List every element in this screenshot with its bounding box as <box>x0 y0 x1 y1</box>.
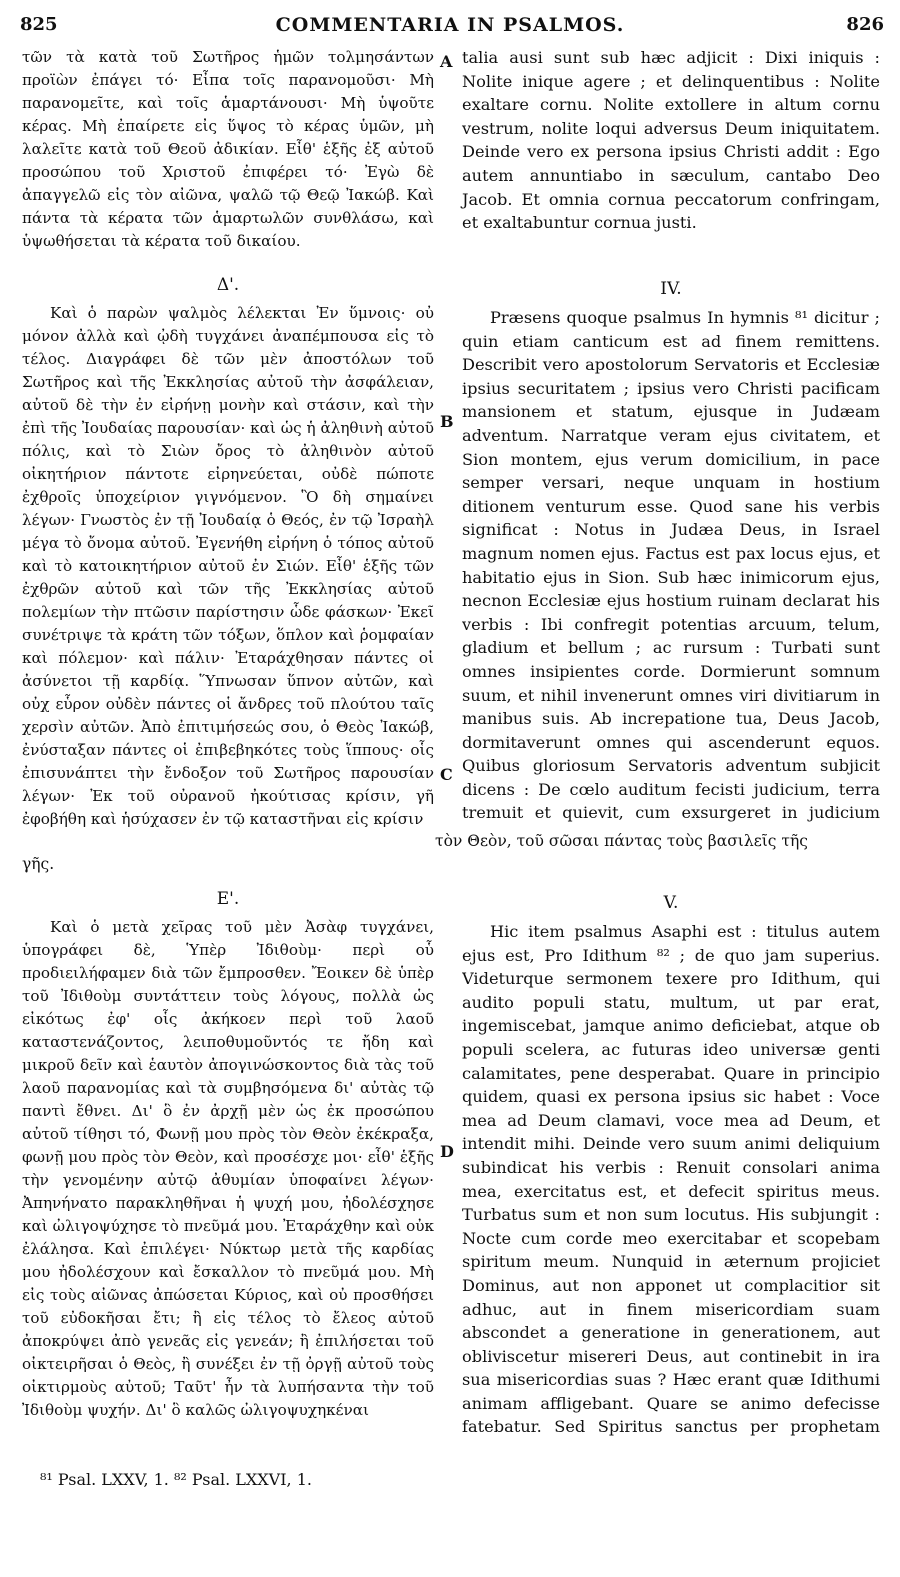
latin-paragraph-5: Hic item psalmus Asaphi est : titulus autem ejus est, Pro Idithum ⁸² ; de quo jam superius. Videturque sermonem texere pro Idithum, qui audito populi statu, multum, ut par erat, ingemiscebat, jamque animo deficiebat, atque ob populi scelera, ac futuras ideo universæ genti calamitates, pene desperabat. Quare in principio quidem, quasi ex persona ipsius sic habet : Voce mea ad Deum clamavi, voce mea ad Deum, et intendit mihi. Deinde vero suum animi deliquium subindicat his verbis : Renuit consolari anima mea, exercitatus est, et defecit spiritus meus. Turbatus sum et non sum locutus. His subjungit : Nocte cum corde meo exercitabar et scopebam spiritum meum. Nunquid in æternum projiciet Dominus, aut non apponet ut complacitior sit adhuc, aut in finem misericordiam suam abscondet a generatione in generationem, aut obliviscetur misereri Deus, aut continebit in ira sua misericordias suas ? Hæc erant quæ Idithumi animam affligebant. Quare se animo defecisse fatebatur. Sed Spiritus sanctus per prophetam <box>462 922 880 1437</box>
greek-heading-4: Δ'. <box>216 275 240 295</box>
page-number-left: 825 <box>20 14 58 35</box>
greek-block-1 <box>22 46 434 253</box>
margin-marker-d: D <box>440 1142 454 1161</box>
running-title: COMMENTARIA IN PSALMOS. <box>275 14 625 36</box>
footnotes: ⁸¹ Psal. LXXV, 1. ⁸² Psal. LXXVI, 1. <box>40 1470 312 1489</box>
latin-paragraph-4: Præsens quoque psalmus In hymnis ⁸¹ dicitur ; quin etiam canticum est ad finem remittens. Describit vero apostolorum Servatoris et Ecclesiæ ipsius securitatem ; ipsius vero Christi pacificam mansionem et statum, ejusque in Judæam adventum. Narratque veram ejus civitatem, et Sion montem, ejus verum domicilium, in pace semper versari, neque unquam in hostium ditionem venturum esse. Quod sane his verbis significat : Notus in Judæa Deus, in Israel magnum nomen ejus. Factus est pax locus ejus, et habitatio ejus in Sion. Sub hæc inimicorum ejus, necnon Ecclesiæ ejus hostium ruinam declarat his verbis : Ibi confregit potentias arcuum, telum, gladium et bellum ; ac rursum : Turbati sunt omnes insipientes corde. Dormierunt somnum suum, et nihil invenerunt omnes viri divitiarum in manibus suis. Ab increpatione tua, Deus Jacob, dormitaverunt omnes qui ascenderunt equos. Quibus gloriosum Servatoris adventum subjicit dicens : De cœlo auditum fecisti judicium, terra tremuit et quievit, cum exsurgeret in judicium <box>462 308 880 823</box>
latin-section-5 <box>462 884 880 1440</box>
greek-spanning-line: τὸν Θεὸν, τοῦ σῶσαι πάντας τοὺς βασιλεῖς τῆς <box>435 832 808 850</box>
latin-heading-5: V. <box>663 893 679 913</box>
greek-section-4 <box>22 266 434 828</box>
latin-paragraph-1: talia ausi sunt sub hæc adjicit : Dixi iniquis : Nolite inique agere ; et delinquentibus : Nolite exaltare cornu. Nolite extollere in altum cornu vestrum, nolite loqui adversus Deum iniquitatem. Deinde vero ex persona ipsius Christi addit : Ego autem annuntiabo in sæculum, cantabo Deo Jacob. Et omnia cornua peccatorum confringam, et exaltabuntur cornua justi. <box>462 48 880 233</box>
greek-spanning-line-end: γῆς. <box>22 855 55 873</box>
latin-section-4 <box>462 270 880 826</box>
greek-paragraph-5: Καὶ ὁ μετὰ χεῖρας τοῦ μὲν Ἀσὰφ τυγχάνει, ὑπογράφει δὲ, Ὑπὲρ Ἰδιθοὺμ· περὶ οὗ προδιειλήφαμεν διὰ τῶν ἔμπροσθεν. Ἔοικεν δὲ ὑπὲρ τοῦ Ἰδιθοὺμ συντάττειν τοὺς λόγους, πολλὰ ὡς εἰκότως ἐφ' οἷς ἀκήκοεν περὶ τοῦ λαοῦ καταστενάζοντος, λειποθυμοῦντός τε ἤδη καὶ μικροῦ δεῖν καὶ ἑαυτὸν ἀπογινώσκοντος διὰ τὰς τοῦ λαοῦ παρανομίας καὶ τὰ συμβησόμενα δι' αὐτὰς τῷ παντὶ ἔθνει. Δι' ὃ ἐν ἀρχῇ μὲν ὡς ἐκ προσώπου αὐτοῦ τίθησι τό, Φωνῇ μου πρὸς τὸν Θεὸν ἐκέκραξα, φωνῇ μου πρὸς τὸν Θεὸν, καὶ προσέσχε μοι· εἶθ' ἑξῆς τὴν γενομένην αὐτῷ ἀθυμίαν ὑποφαίνει λέγων· Ἀπηνήνατο παρακληθῆναι ἡ ψυχή μου, ἠδολέσχησε καὶ ὠλιγοψύχησε τὸ πνεῦμά μου. Ἐταράχθην καὶ οὐκ ἐλάλησα. Καὶ ἐπιλέγει· Νύκτωρ μετὰ τῆς καρδίας μου ἠδολέσχουν καὶ ἔσκαλλον τὸ πνεῦμά μου. Μὴ εἰς τοὺς αἰῶνας ἀπώσεται Κύριος, καὶ οὐ προσθήσει τοῦ εὐδοκῆσαι ἔτι; ἢ εἰς τέλος τὸ ἔλεος αὐτοῦ ἀποκρύψει ἀπὸ γενεᾶς εἰς γενεάν; ἢ ἐπιλήσεται τοῦ οἰκτειρῆσαι ὁ Θεὸς, ἢ συνέξει ἐν τῇ ὀργῇ αὐτοῦ τοὺς οἰκτιρμοὺς αὐτοῦ; Ταῦτ' ἦν τὰ λυπήσαντα τὴν τοῦ Ἰδιθοὺμ ψυχήν. Δι' ὃ καλῶς ὠλιγοψυχηκέναι <box>22 918 434 1419</box>
greek-section-5 <box>22 880 434 1422</box>
page-number-right: 826 <box>846 14 884 35</box>
greek-heading-5: Ε'. <box>216 889 240 909</box>
greek-paragraph-1: τῶν τὰ κατὰ τοῦ Σωτῆρος ἡμῶν τολμησάντων προϊὼν ἐπάγει τό· Εἶπα τοῖς παρανομοῦσι· Μὴ παρανομεῖτε, καὶ τοῖς ἁμαρτάνουσι· Μὴ ὑψοῦτε κέρας. Μὴ ἐπαίρετε εἰς ὕψος τὸ κέρας ὑμῶν, μὴ λαλεῖτε κατὰ τοῦ Θεοῦ ἀδικίαν. Εἶθ' ἑξῆς ἐξ αὐτοῦ προσώπου τοῦ Χριστοῦ ἐπιφέρει τό· Ἐγὼ δὲ ἀπαγγελῶ εἰς τὸν αἰῶνα, ψαλῶ τῷ Θεῷ Ἰακώβ. Καὶ πάντα τὰ κέρατα τῶν ἁμαρτωλῶν συνθλάσω, καὶ ὑψωθήσεται τὰ κέρατα τοῦ δικαίου. <box>22 48 434 250</box>
margin-marker-a: A <box>440 52 453 71</box>
margin-marker-b: B <box>440 412 454 431</box>
margin-marker-c: C <box>440 765 453 784</box>
latin-block-1 <box>462 46 880 235</box>
page-header <box>0 14 900 44</box>
greek-paragraph-4: Καὶ ὁ παρὼν ψαλμὸς λέλεκται Ἐν ὕμνοις· οὐ μόνον ἀλλὰ καὶ ᾠδὴ τυγχάνει ἀναπέμπουσα εἰς τὸ τέλος. Διαγράφει δὲ τῶν μὲν ἀποστόλων τοῦ Σωτῆρος καὶ τῆς Ἐκκλησίας αὐτοῦ τὴν ἀσφάλειαν, αὐτοῦ δὲ τὴν ἐν εἰρήνῃ μονὴν καὶ στάσιν, καὶ τὴν ἐπὶ τῆς Ἰουδαίας παρουσίαν· καὶ ὡς ἡ ἀληθινὴ αὐτοῦ πόλις, καὶ τὸ Σιὼν ὄρος τὸ ἀληθινὸν αὐτοῦ οἰκητήριον πάντοτε εἰρηνεύεται, οὐδὲ πώποτε ἐχθροῖς ὑποχείριον γιγνόμενον. Ὃ δὴ σημαίνει λέγων· Γνωστὸς ἐν τῇ Ἰουδαίᾳ ὁ Θεός, ἐν τῷ Ἰσραὴλ μέγα τὸ ὄνομα αὐτοῦ. Ἐγενήθη εἰρήνη ὁ τόπος αὐτοῦ καὶ τὸ κατοικητήριον αὐτοῦ ἐν Σιών. Εἶθ' ἑξῆς τῶν ἐχθρῶν αὐτοῦ καὶ τῶν τῆς Ἐκκλησίας αὐτοῦ πολεμίων τὴν πτῶσιν παρίστησιν ὧδε φάσκων· Ἐκεῖ συνέτριψε τὰ κράτη τῶν τόξων, ὅπλον καὶ ῥομφαίαν καὶ πόλεμον· καὶ πάλιν· Ἐταράχθησαν πάντες οἱ ἀσύνετοι τῇ καρδίᾳ. Ὕπνωσαν ὕπνον αὐτῶν, καὶ οὐχ εὗρον οὐδὲν πάντες οἱ ἄνδρες τοῦ πλούτου ταῖς χερσὶν αὐτῶν. Ἀπὸ ἐπιτιμήσεώς σου, ὁ Θεὸς Ἰακώβ, ἐνύσταξαν πάντες οἱ ἐπιβεβηκότες τοὺς ἵππους· οἷς ἐπισυνάπτει τὴν ἔνδοξον τοῦ Σωτῆρος παρουσίαν λέγων· Ἐκ τοῦ οὐρανοῦ ἠκούτισας κρίσιν, γῆ ἐφοβήθη καὶ ἡσύχασεν ἐν τῷ καταστῆναι εἰς κρίσιν <box>22 304 434 828</box>
latin-heading-4: IV. <box>660 279 682 299</box>
